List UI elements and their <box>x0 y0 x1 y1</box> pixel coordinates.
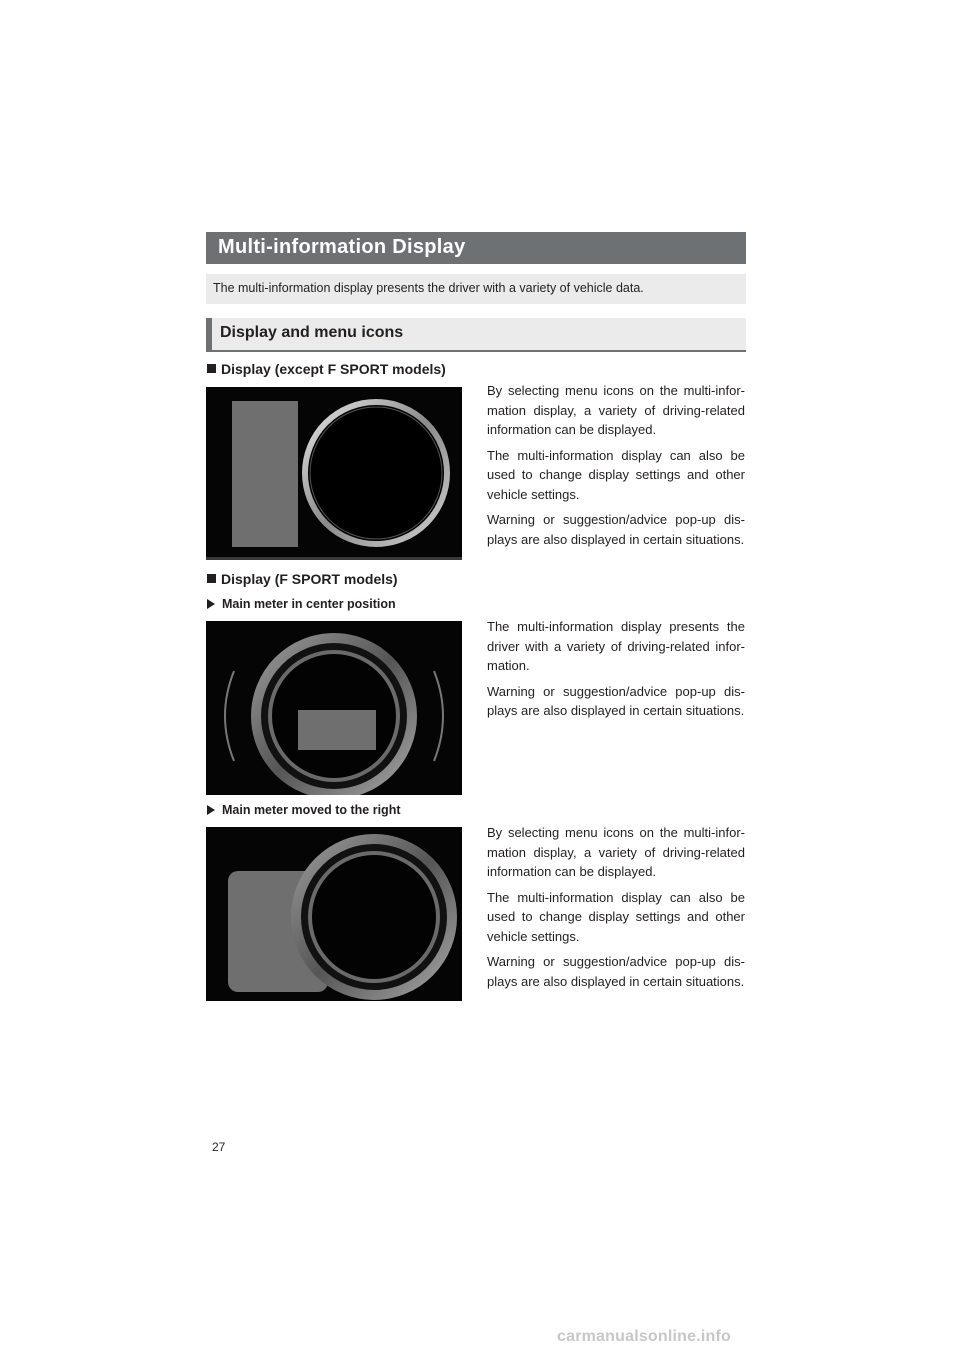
paragraph: Warning or suggestion/advice pop-up dis-plays are also displayed in certain situations. <box>487 512 745 547</box>
paragraph: The multi-information display can also be used to change display settings and other vehicle settings. <box>487 889 745 944</box>
subheading-text: Main meter moved to the right <box>222 803 401 817</box>
subheading-moved-right <box>207 803 401 817</box>
section-2b-text <box>487 823 745 997</box>
watermark: carmanualsonline.info <box>557 1328 732 1345</box>
paragraph: By selecting menu icons on the multi-infor-mation display, a variety of driving-related information can be displayed. <box>487 825 745 879</box>
display-illustration-center <box>206 621 462 795</box>
square-bullet-icon <box>207 364 216 373</box>
paragraph: Warning or suggestion/advice pop-up dis-plays are also displayed in certain situations. <box>487 683 745 718</box>
section-2a-text <box>487 617 745 727</box>
paragraph: The multi-information display can also be used to change display settings and other vehicle settings. <box>487 447 745 502</box>
section-1-text <box>487 381 745 555</box>
page-title: Multi-information Display <box>218 236 466 258</box>
square-bullet-icon <box>207 574 216 583</box>
page-number: 27 <box>212 1140 226 1154</box>
section-title: Display and menu icons <box>220 324 404 341</box>
display-illustration-right <box>206 827 462 1001</box>
section-heading-except-f-sport <box>207 361 446 377</box>
paragraph: By selecting menu icons on the multi-infor-mation display, a variety of driving-related information can be displayed. <box>487 383 745 437</box>
intro-box <box>206 274 746 304</box>
page-title-bar <box>206 232 746 264</box>
paragraph: Warning or suggestion/advice pop-up dis-plays are also displayed in certain situations. <box>487 954 745 989</box>
multi-info-display-area <box>298 710 376 750</box>
section-title-bar <box>206 318 746 352</box>
section-title-accent <box>206 318 212 350</box>
section-heading-text: Display (except F SPORT models) <box>221 361 446 377</box>
subheading-text: Main meter in center position <box>222 597 396 611</box>
subheading-center-position <box>207 597 396 611</box>
triangle-bullet-icon <box>207 805 215 815</box>
intro-text: The multi-information display presents the driver with a variety of vehicle data. <box>213 281 644 295</box>
paragraph: The multi-information display presents the driver with a variety of driving-related infor-mation. <box>487 619 745 673</box>
multi-info-display-area <box>232 401 298 547</box>
section-heading-f-sport <box>207 571 398 587</box>
display-illustration-standard <box>206 387 462 560</box>
section-heading-text: Display (F SPORT models) <box>221 571 398 587</box>
triangle-bullet-icon <box>207 599 215 609</box>
